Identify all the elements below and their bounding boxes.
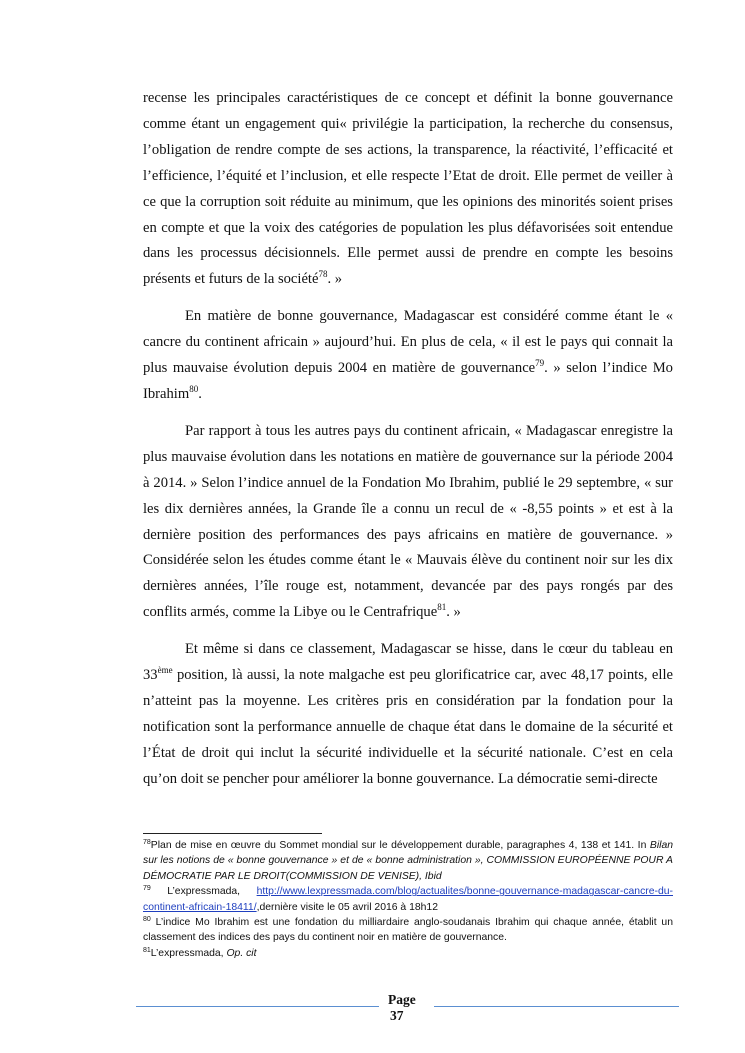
footer-rule-left: [136, 1006, 379, 1007]
page-label: Page: [388, 992, 416, 1007]
paragraph: [143, 637, 673, 792]
paragraph: [143, 419, 673, 626]
text-run: L’expressmada,: [150, 886, 257, 898]
footnote: [143, 946, 673, 961]
footnote-separator: [143, 833, 322, 834]
footnote-ref: 80: [189, 383, 199, 394]
footnote-ref: ème: [157, 665, 173, 676]
text-run: recense les principales caractéristiques de ce concept et définit la bonne gouvernance comme étant un engagement qui« privilégie la participation, la recherche du consensus, l’obligation de rendre compte de ses actions, la transparence, la réactivité, l’efficacité et l’efficience, l’équité et l’inclusion, et elle respecte l’Etat de droit. Elle permet de veiller à ce que la corruption soit réduite au minimum, que les opinions des minorités soient prises en compte et que la voix des catégories de population les plus défavorisées soit entendue dans les processus décisionnels. Elle permet aussi de prendre en compte les besoins présents et futurs de la société: [143, 90, 673, 288]
body-text: [143, 86, 673, 804]
text-run: .: [198, 385, 202, 402]
footnote: [143, 838, 673, 884]
footnote-ref: 78: [143, 839, 151, 846]
text-run: position, là aussi, la note malgache est peu glorificatrice car, avec 48,17 points, elle n’atteint pas la moyenne. Les critères pris en considération par la fondation pour la notification sont la performance annuelle de chaque état dans le domaine de la sécurité et l’État de droit qui inclut la sécurité individuelle et la sécurité nationale. C’est en cela qu’on doit se pencher pour améliorer la bonne gouvernance. La démocratie semi-directe: [143, 667, 673, 787]
text-run: . » selon l’indice Mo Ibrahim: [143, 360, 673, 402]
text-run: ,dernière visite le 05 avril 2016 à 18h12: [256, 901, 438, 913]
footnote-ref: 79: [143, 885, 151, 893]
footnote: [143, 884, 673, 915]
footnote-ref: 81: [143, 946, 151, 954]
text-run: . »: [446, 604, 461, 621]
footnote-ref: 78: [318, 269, 328, 280]
paragraph: [143, 304, 673, 408]
text-run: Plan de mise en œuvre du Sommet mondial sur le développement durable, paragraphes 4, 138 et 141. In: [150, 840, 650, 851]
text-run: L’indice Mo Ibrahim est une fondation du milliardaire anglo-soudanais Ibrahim qui chaque année, établit un classement des indices des pays du continent noir en matière de gouvernance.: [143, 917, 673, 944]
text-run: Et même si dans ce classement, Madagascar se hisse, dans le cœur du tableau en 33: [143, 641, 673, 684]
text-run: Par rapport à tous les autres pays du continent africain, « Madagascar enregistre la plus mauvaise évolution dans les notations en matière de gouvernance sur la période 2004 à 2014. » Selon l’indice annuel de la Fondation Mo Ibrahim, publié le 29 septembre, « sur les dix dernières années, la Grande île a connu un recul de « -8,55 points » et est à la dernière position des performances des pays africains en matière de gouvernance. » Considérée selon les études comme étant le « Mauvais élève du continent noir sur les dix dernières années, l’île rouge est, notamment, devancée par des pays rongés par des conflits armés, comme la Libye ou le Centrafrique: [143, 422, 673, 621]
footnotes: [143, 838, 673, 961]
paragraph: [143, 86, 673, 293]
text-run: . »: [327, 271, 343, 288]
footnote: [143, 915, 673, 946]
text-run: En matière de bonne gouvernance, Madagascar est considéré comme étant le « cancre du continent africain » aujourd’hui. En plus de cela, « il est le pays qui connait la plus mauvaise évolution depuis 2004 en matière de gouvernance: [143, 308, 673, 377]
footnote-ref: 80: [143, 916, 151, 924]
page-number: 37: [390, 1008, 404, 1023]
text-run: L’expressmada,: [150, 947, 227, 959]
italic-text: Bilan sur les notions de « bonne gouvernance » et de « bonne administration », COMMISSION EUROPÉENNE POUR A DÉMOCRATIE PAR LE DROIT(COMMISSION DE VENISE), Ibid: [143, 840, 673, 882]
source-link[interactable]: http://www.lexpressmada.com/blog/actualites/bonne-gouvernance-madagascar-cancre-du-continent-africain-18411/: [143, 886, 673, 913]
footnote-ref: 81: [437, 602, 447, 613]
italic-text: Op. cit: [226, 947, 257, 959]
footer-rule-right: [434, 1006, 679, 1007]
footnote-ref: 79: [535, 358, 545, 369]
